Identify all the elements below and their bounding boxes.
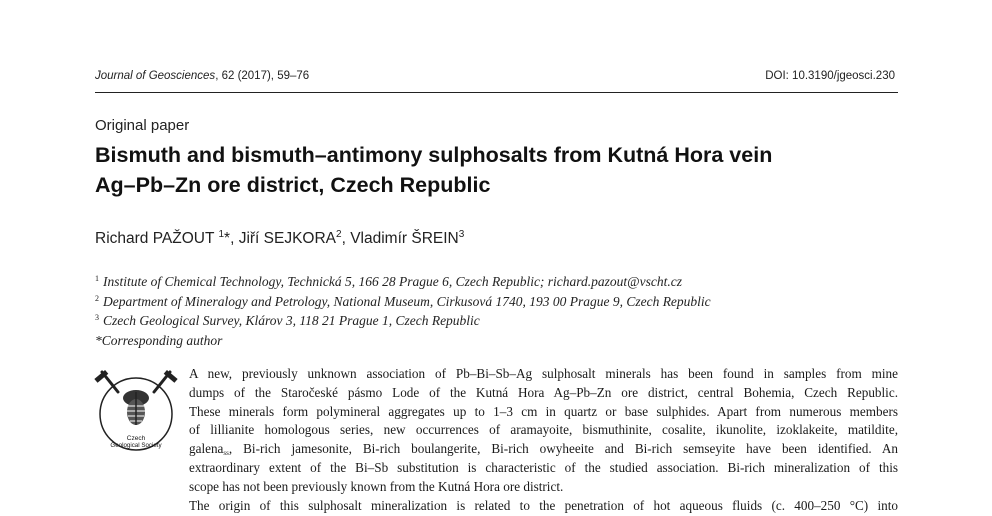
affiliation-text: Czech Geological Survey, Klárov 3, 118 21 Prague 1, Czech Republic	[103, 313, 480, 328]
trilobite-hammers-logo-icon	[90, 362, 180, 456]
author-separator: ,	[230, 230, 239, 247]
author-name: Jiří SEJKORA	[238, 230, 337, 247]
galena-comma: ,	[228, 441, 233, 457]
affiliation-text: *Corresponding author	[95, 332, 223, 348]
author-name: Vladimír ŠREIN	[350, 230, 459, 247]
abstract-line: dumps of the Staročeské pásmo Lode of the Kutná Hora Ag–Pb–Zn ore district, central Bohemia, Czech Republic.	[189, 384, 898, 400]
abstract-line: A new, previously unknown association of Pb–Bi–Sb–Ag sulphosalt minerals has been found in samples from mine	[189, 366, 898, 381]
doi-link[interactable]: DOI: 10.3190/jgeosci.230	[765, 70, 895, 82]
abstract-line	[189, 441, 898, 460]
author-affiliation-mark: 2	[336, 229, 342, 240]
title-line: Bismuth and bismuth–antimony sulphosalts from Kutná Hora vein	[95, 143, 773, 167]
abstract-line: These minerals form polymineral aggregates up to 1–3 cm in quartz or base sulphides. Apart from numerous members	[189, 403, 898, 419]
journal-volume-pages: , 62 (2017), 59–76	[215, 70, 310, 82]
affiliation-item	[95, 274, 915, 294]
corresponding-mark: *	[224, 230, 231, 247]
abstract-line: scope has not been previously known from the Kutná Hora ore district.	[189, 478, 564, 494]
abstract-line: of lillianite homologous series, new occurrences of aramayoite, bismuthinite, cosalite, ikunolite, izoklakeite, matildite,	[189, 422, 898, 438]
galena-subscript: ss	[223, 449, 229, 458]
czech-geological-society-logo	[90, 362, 180, 456]
title-line: Ag–Pb–Zn ore district, Czech Republic	[95, 173, 491, 197]
author-affiliation-mark: 1	[218, 229, 225, 240]
abstract-line: The origin of this sulphosalt mineralization is related to the penetration of hot aqueous fluids (c. 400–250 °C) into	[189, 497, 898, 513]
author-name: Richard PAŽOUT	[95, 230, 215, 247]
journal-header	[95, 70, 895, 86]
affiliation-list	[95, 274, 915, 352]
author-list	[95, 229, 464, 248]
paper-type: Original paper	[95, 117, 190, 134]
journal-citation	[95, 70, 309, 82]
affiliation-number: 2	[95, 293, 99, 303]
paper-title	[95, 140, 915, 200]
abstract	[189, 366, 898, 516]
affiliation-number: 3	[95, 313, 99, 322]
affiliation-text: Institute of Chemical Technology, Technická 5, 166 28 Prague 6, Czech Republic; richard.pazout@vscht.cz	[103, 274, 682, 289]
corresponding-author-note	[95, 333, 915, 353]
abstract-line-text: Bi-rich jamesonite, Bi-rich boulangerite, Bi-rich owyheeite and Bi-rich semseyite have been identified. An	[243, 441, 899, 457]
logo-text-line1: Czech	[126, 435, 146, 442]
author-affiliation-mark: 3	[458, 229, 465, 240]
affiliation-text: Department of Mineralogy and Petrology, National Museum, Cirkusová 1740, 193 00 Prague 9, Czech Republic	[103, 293, 711, 309]
abstract-line: extraordinary extent of the Bi–Sb substitution is characteristic of the studied association. Bi-rich mineralization of this	[189, 459, 898, 475]
logo-text-line2: Geological Society	[110, 442, 162, 449]
affiliation-number: 1	[95, 274, 99, 283]
journal-name: Journal of Geosciences	[95, 70, 216, 82]
galena-word: galena	[189, 441, 224, 457]
header-rule	[95, 92, 898, 93]
affiliation-item	[95, 294, 915, 314]
author-separator: ,	[341, 230, 351, 247]
affiliation-item	[95, 313, 915, 333]
